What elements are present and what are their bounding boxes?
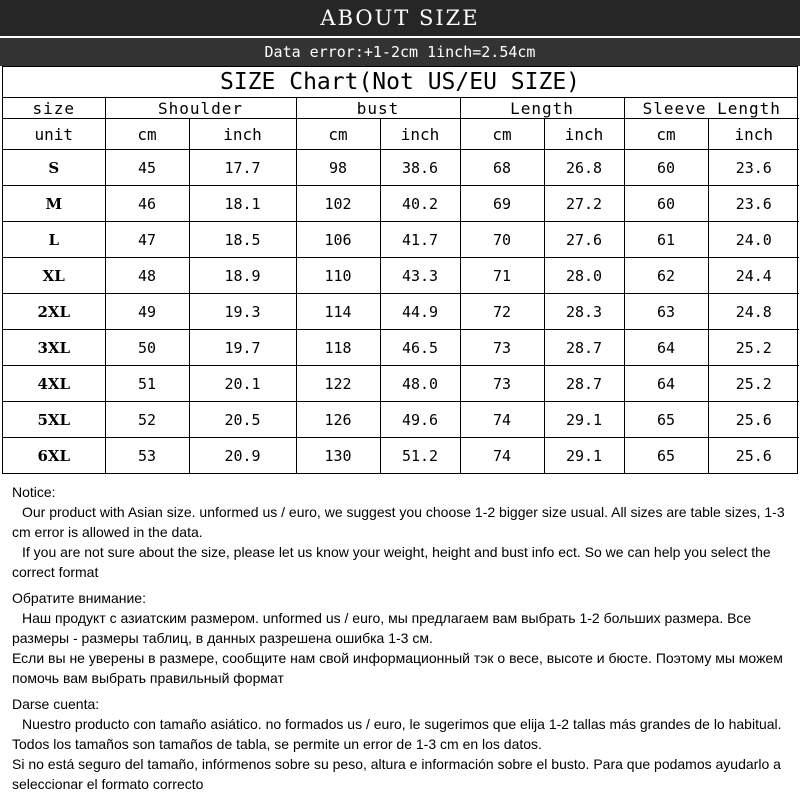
column-header-row	[3, 98, 799, 119]
table-cell: 52	[105, 402, 189, 438]
size-chart	[2, 66, 798, 474]
table-cell: 43.3	[380, 258, 460, 294]
table-cell: 23.6	[708, 150, 799, 186]
table-cell: 24.0	[708, 222, 799, 258]
unit-inch: inch	[380, 119, 460, 150]
error-note: Data error:+1-2cm 1inch=2.54cm	[264, 43, 536, 61]
unit-inch: inch	[708, 119, 799, 150]
table-cell: 24.8	[708, 294, 799, 330]
table-cell: 64	[624, 330, 708, 366]
unit-inch: inch	[544, 119, 624, 150]
table-cell: 49.6	[380, 402, 460, 438]
notice-text-es-1: Nuestro producto con tamaño asiático. no formados us / euro, le sugerimos que elija 1-2 tallas más grandes de lo habitual. Todos los tamaños son tamaños de tabla, se permite un error de 1-3 cm en los datos.	[12, 716, 782, 752]
notice-text-es-2: Si no está seguro del tamaño, infórmenos sobre su peso, altura e información sobre el busto. Para que podamos ayudarlo a seleccionar el formato correcto	[12, 756, 781, 792]
table-cell: 38.6	[380, 150, 460, 186]
table-cell: 69	[460, 186, 544, 222]
table-cell: 98	[296, 150, 380, 186]
table-cell: 63	[624, 294, 708, 330]
table-cell: 25.2	[708, 366, 799, 402]
table-cell: 60	[624, 150, 708, 186]
table-cell: 62	[624, 258, 708, 294]
table-cell: 102	[296, 186, 380, 222]
table-cell: 40.2	[380, 186, 460, 222]
error-note-banner	[0, 38, 800, 66]
table-row	[3, 222, 799, 258]
table-cell: 25.6	[708, 438, 799, 474]
table-cell: 29.1	[544, 438, 624, 474]
table-cell: 126	[296, 402, 380, 438]
unit-cm: cm	[296, 119, 380, 150]
column-header-bust: bust	[296, 98, 460, 119]
table-cell: 114	[296, 294, 380, 330]
size-label: S	[3, 150, 105, 186]
table-row	[3, 366, 799, 402]
table-cell: 72	[460, 294, 544, 330]
table-cell: 64	[624, 366, 708, 402]
table-cell: 29.1	[544, 402, 624, 438]
size-label: 4XL	[3, 366, 105, 402]
table-cell: 23.6	[708, 186, 799, 222]
table-cell: 74	[460, 402, 544, 438]
table-cell: 28.0	[544, 258, 624, 294]
table-row	[3, 150, 799, 186]
unit-label: unit	[3, 119, 105, 150]
size-chart-title: SIZE Chart(Not US/EU SIZE)	[3, 67, 797, 98]
notice-heading-es: Darse cuenta:	[12, 696, 100, 712]
notice-text-ru-1: Наш продукт с азиатским размером. unformed us / euro, мы предлагаем вам выбрать 1-2 больших размера. Все размеры - размеры таблиц, в данных разрешена ошибка 1-3 см.	[12, 610, 752, 646]
table-row	[3, 330, 799, 366]
table-cell: 110	[296, 258, 380, 294]
page-title: ABOUT SIZE	[320, 6, 480, 30]
size-label: 3XL	[3, 330, 105, 366]
size-label: 5XL	[3, 402, 105, 438]
table-cell: 28.7	[544, 366, 624, 402]
table-cell: 19.3	[189, 294, 296, 330]
table-cell: 61	[624, 222, 708, 258]
table-cell: 28.3	[544, 294, 624, 330]
notice-text-ru-2: Если вы не уверены в размере, сообщите нам свой информационный тэк о весе, высоте и бюсте. Поэтому мы можем помочь вам выбрать правильный формат	[12, 650, 783, 686]
table-cell: 25.6	[708, 402, 799, 438]
table-row	[3, 402, 799, 438]
table-cell: 20.1	[189, 366, 296, 402]
table-cell: 45	[105, 150, 189, 186]
table-cell: 44.9	[380, 294, 460, 330]
table-cell: 27.2	[544, 186, 624, 222]
table-cell: 24.4	[708, 258, 799, 294]
table-cell: 27.6	[544, 222, 624, 258]
column-header-sleeve-length: Sleeve Length	[624, 98, 799, 119]
size-label: XL	[3, 258, 105, 294]
notice-text-en-1: Our product with Asian size. unformed us / euro, we suggest you choose 1-2 bigger size usual. All sizes are table sizes, 1-3 cm error is allowed in the data.	[12, 504, 785, 540]
table-cell: 68	[460, 150, 544, 186]
column-header-shoulder: Shoulder	[105, 98, 296, 119]
size-label: L	[3, 222, 105, 258]
table-cell: 18.5	[189, 222, 296, 258]
notice-text-en-2: If you are not sure about the size, please let us know your weight, height and bust info ect. So we can help you select the correct format	[12, 544, 771, 580]
table-cell: 20.9	[189, 438, 296, 474]
table-cell: 51	[105, 366, 189, 402]
table-cell: 48.0	[380, 366, 460, 402]
table-cell: 48	[105, 258, 189, 294]
table-cell: 49	[105, 294, 189, 330]
table-cell: 20.5	[189, 402, 296, 438]
table-cell: 122	[296, 366, 380, 402]
table-cell: 71	[460, 258, 544, 294]
unit-inch: inch	[189, 119, 296, 150]
table-cell: 47	[105, 222, 189, 258]
table-cell: 51.2	[380, 438, 460, 474]
title-banner	[0, 0, 800, 38]
table-cell: 41.7	[380, 222, 460, 258]
notice-heading-ru: Обратите внимание:	[12, 590, 146, 606]
notice-section	[12, 482, 792, 794]
table-cell: 73	[460, 366, 544, 402]
table-cell: 18.9	[189, 258, 296, 294]
size-label: 6XL	[3, 438, 105, 474]
table-cell: 118	[296, 330, 380, 366]
table-row	[3, 438, 799, 474]
unit-cm: cm	[624, 119, 708, 150]
table-row	[3, 186, 799, 222]
table-cell: 17.7	[189, 150, 296, 186]
table-cell: 65	[624, 438, 708, 474]
table-cell: 70	[460, 222, 544, 258]
unit-cm: cm	[460, 119, 544, 150]
size-label: 2XL	[3, 294, 105, 330]
size-label: M	[3, 186, 105, 222]
table-cell: 74	[460, 438, 544, 474]
size-table	[3, 98, 799, 473]
unit-header-row	[3, 119, 799, 150]
table-cell: 106	[296, 222, 380, 258]
table-row	[3, 294, 799, 330]
table-cell: 60	[624, 186, 708, 222]
unit-cm: cm	[105, 119, 189, 150]
table-cell: 53	[105, 438, 189, 474]
table-cell: 46	[105, 186, 189, 222]
table-cell: 25.2	[708, 330, 799, 366]
notice-heading-en: Notice:	[12, 484, 56, 500]
table-cell: 28.7	[544, 330, 624, 366]
table-cell: 18.1	[189, 186, 296, 222]
table-cell: 46.5	[380, 330, 460, 366]
table-cell: 65	[624, 402, 708, 438]
table-cell: 130	[296, 438, 380, 474]
table-cell: 73	[460, 330, 544, 366]
table-cell: 26.8	[544, 150, 624, 186]
column-header-length: Length	[460, 98, 624, 119]
column-header-size: size	[3, 98, 105, 119]
table-cell: 50	[105, 330, 189, 366]
table-row	[3, 258, 799, 294]
table-cell: 19.7	[189, 330, 296, 366]
